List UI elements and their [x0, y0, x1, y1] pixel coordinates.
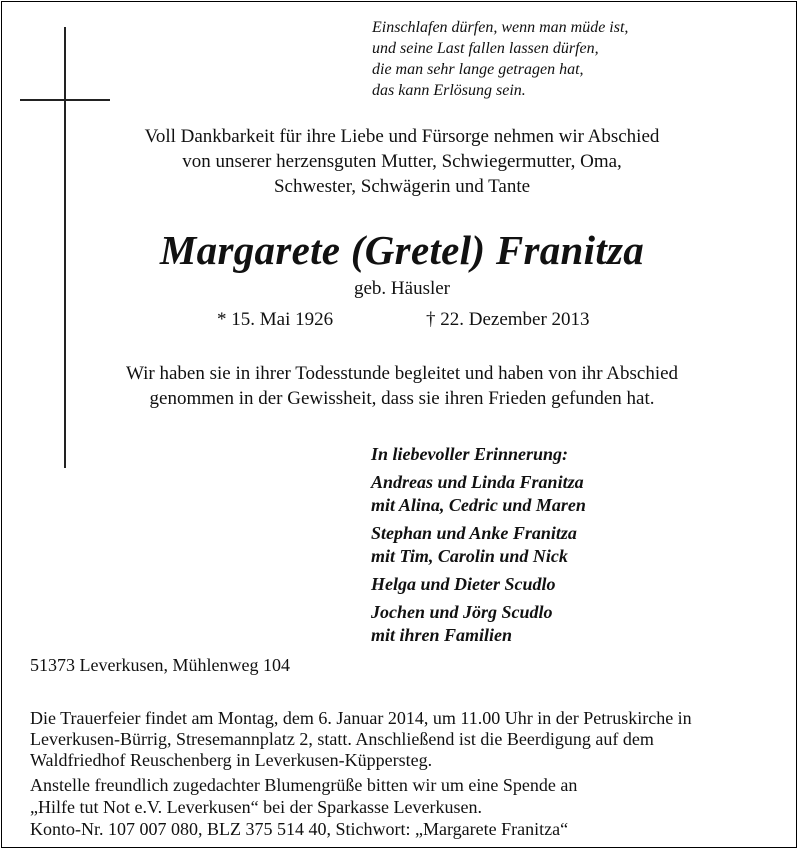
poem-line: Einschlafen dürfen, wenn man müde ist, [372, 19, 629, 36]
donation-line: Konto-Nr. 107 007 080, BLZ 375 514 40, Stichwort: „Margarete Franitza“ [30, 819, 569, 839]
funeral-line: Leverkusen-Bürrig, Stresemannplatz 2, statt. Anschließend ist die Beerdigung auf dem [30, 729, 654, 749]
intro-text [2, 124, 800, 199]
mourner-group [371, 573, 586, 596]
mourner-line: Jochen und Jörg Scudlo [371, 602, 553, 622]
cross-icon-crossbar [20, 99, 110, 101]
obituary-notice [1, 1, 797, 848]
funeral-line: Waldfriedhof Reuschenberg in Leverkusen-Küppersteg. [30, 750, 433, 770]
donation-line: Anstelle freundlich zugedachter Blumengrüße bitten wir um eine Spende an [30, 775, 578, 795]
maiden-name: geb. Häusler [353, 278, 451, 299]
poem-line: und seine Last fallen lassen dürfen, [372, 40, 599, 57]
deceased-name: Margarete (Gretel) Franitza [159, 227, 645, 273]
donation-request [30, 774, 577, 840]
mourners-list [371, 443, 586, 652]
poem-line: das kann Erlösung sein. [372, 82, 526, 99]
mourner-group [371, 471, 586, 517]
mourners-heading: In liebevoller Erinnerung: [371, 444, 569, 464]
mourner-line: mit ihren Familien [371, 625, 513, 645]
mourner-group [371, 601, 586, 647]
mourner-line: Helga und Dieter Scudlo [371, 574, 556, 594]
funeral-line: Die Trauerfeier findet am Montag, dem 6. Januar 2014, um 11.00 Uhr in der Petruskirche in [30, 708, 692, 728]
intro-line: von unserer herzensguten Mutter, Schwiegermutter, Oma, [182, 151, 622, 172]
poem [372, 17, 628, 101]
intro-line: Schwester, Schwägerin und Tante [273, 176, 531, 197]
statement-line: genommen in der Gewissheit, dass sie ihren Frieden gefunden hat. [149, 388, 655, 409]
donation-line: „Hilfe tut Not e.V. Leverkusen“ bei der Sparkasse Leverkusen. [30, 797, 483, 817]
birth-date: * 15. Mai 1926 [217, 309, 334, 330]
statement-text [2, 361, 800, 411]
mourner-group [371, 522, 586, 568]
mourner-line: Andreas und Linda Franitza [371, 472, 584, 492]
poem-line: die man sehr lange getragen hat, [372, 61, 584, 78]
mourner-line: mit Alina, Cedric und Maren [371, 495, 586, 515]
family-address: 51373 Leverkusen, Mühlenweg 104 [30, 655, 290, 675]
statement-line: Wir haben sie in ihrer Todesstunde begleitet und haben von ihr Abschied [125, 363, 679, 384]
funeral-details [30, 708, 692, 771]
mourner-line: Stephan und Anke Franitza [371, 523, 577, 543]
death-date: † 22. Dezember 2013 [426, 309, 590, 330]
mourner-line: mit Tim, Carolin und Nick [371, 546, 568, 566]
intro-line: Voll Dankbarkeit für ihre Liebe und Fürsorge nehmen wir Abschied [144, 126, 660, 147]
